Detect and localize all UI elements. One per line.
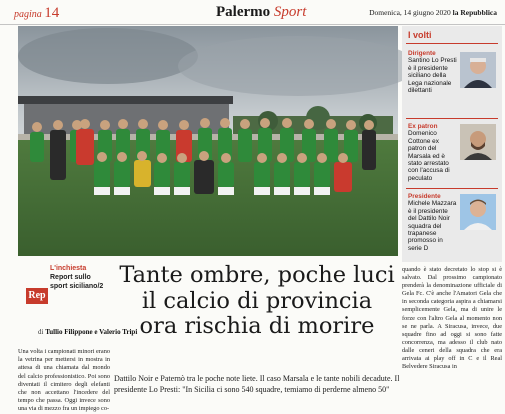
byline-prefix: di <box>38 328 44 336</box>
article-subhead: Dattilo Noir e Paternò tra le poche note liete. Il caso Marsala e le tante nobili decadute. Il presidente Lo Presti: "In Sicilia ci sono 540 squadre, temiamo di perderne almeno 50" <box>114 374 400 394</box>
divider <box>406 188 498 189</box>
rep-badge: Rep <box>26 288 48 304</box>
role-label: Presidente <box>408 193 441 200</box>
divider <box>406 118 498 119</box>
portrait-photo <box>460 194 496 230</box>
team-photo <box>18 26 398 256</box>
faces-sidebar <box>402 26 502 262</box>
newspaper-name: la Repubblica <box>452 8 497 17</box>
divider <box>406 43 498 44</box>
sidebar-title: I volti <box>408 30 432 40</box>
portrait-photo <box>460 124 496 160</box>
page-number <box>14 5 59 22</box>
role-label: Dirigente <box>408 50 436 57</box>
headline-line: Tante ombre, poche luci <box>119 262 395 288</box>
role-label: Ex patron <box>408 123 438 130</box>
article-headline <box>112 263 402 340</box>
portrait-photo <box>460 52 496 88</box>
headline-line: ora rischia di morire <box>139 313 375 339</box>
inquiry-kicker: L'inchiesta <box>50 265 87 272</box>
date-text: Domenica, 14 giugno 2020 <box>369 8 451 17</box>
byline-authors: Tullio Filippone e Valerio Tripi <box>45 328 138 336</box>
role-text: Santino Lo Presti è il presidente siciliano della Lega nazionale dilettanti <box>408 57 457 95</box>
role-text: Domenico Cottone ex patron del Marsala ed è stato arrestato con l'accusa di peculato <box>408 130 450 182</box>
issue-date <box>369 8 497 17</box>
page-label: pagina <box>14 9 42 20</box>
inquiry-title: Report sullo sport siciliano/2 <box>50 274 104 290</box>
body-column-left: Una volta i campionati minori erano la vetrina per mettersi in mostra in attesa di una chiamata dal mondo del calcio professionistico. Poi sono diventati il cimitero degli elefanti che non accettano l'incedere del tempo che passa. Oggi invece sono una via di mezzo fra un impiego co- <box>18 348 110 413</box>
body-column-right: quando è stato decretato lo stop si è salvato. Dal prossimo campionato prenderà la denominazione ufficiale di Gela Fc. C'è anche l'Amatori Gela che in seconda categoria aspira a chiamarsi semplicemente Gela, ma di unire le forze con l'altro Gela al momento non se ne parla. A Siracusa, invece, due squadre fino ad oggi si sono fatte concorrenza, ma adesso il club nato dalle ceneri della squadra che era arrivata ai play off in C e il Real Belvedere Siracusa in <box>402 266 502 371</box>
section-city: Palermo <box>216 4 271 20</box>
section-title <box>216 4 306 21</box>
sidebar-item <box>408 123 458 182</box>
headline-line: il calcio di provincia <box>141 287 373 314</box>
page-header <box>0 0 505 25</box>
sidebar-item <box>408 193 458 252</box>
section-name: Sport <box>273 4 307 20</box>
page-number-value: 14 <box>44 5 60 21</box>
inquiry-box <box>26 260 108 308</box>
sidebar-item <box>408 50 458 94</box>
byline <box>38 328 137 337</box>
role-text: Michele Mazzara è il presidente del Dattilo Noir squadra del trapanese promosso in serie D <box>408 200 457 252</box>
